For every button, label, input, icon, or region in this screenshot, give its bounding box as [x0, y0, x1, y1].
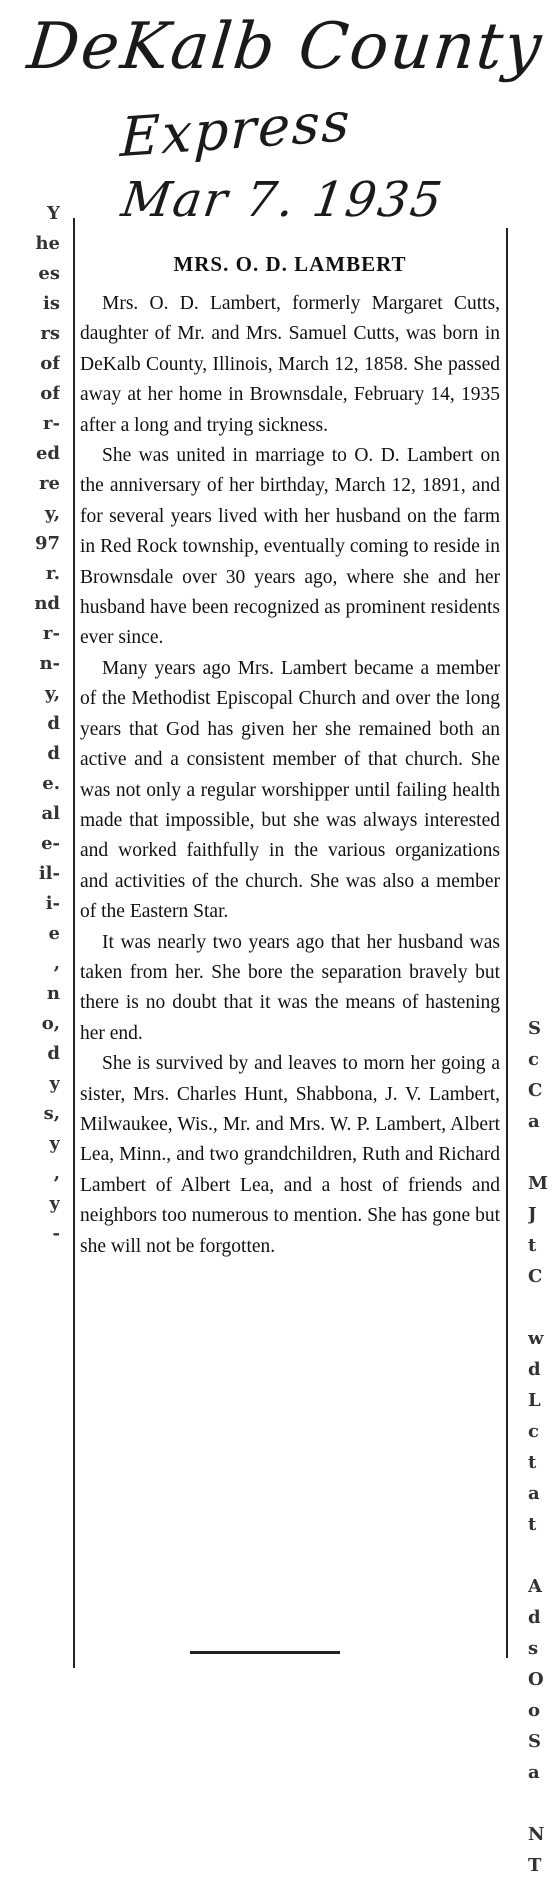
clipped-text-fragment — [528, 1144, 552, 1175]
article-end-rule — [190, 1651, 340, 1654]
clipped-text-fragment: c — [528, 1051, 539, 1070]
column-rule-left — [73, 218, 75, 1668]
clipped-text-fragment: of — [40, 385, 60, 404]
clipped-text-fragment: al — [41, 805, 60, 824]
clipped-text-fragment: nd — [34, 595, 60, 614]
clipped-text-fragment: N — [528, 1826, 545, 1845]
clipped-text-fragment: es — [38, 265, 60, 284]
clipped-text-fragment: y — [49, 1195, 60, 1214]
clipped-text-fragment: C — [528, 1082, 543, 1101]
clipped-text-fragment: re — [39, 475, 60, 494]
clipped-text-fragment: , — [53, 955, 60, 974]
clipped-text-fragment: t — [528, 1516, 537, 1535]
clipped-text-fragment: Y — [47, 205, 60, 224]
clipped-text-fragment: - — [52, 1225, 60, 1244]
clipped-text-fragment: d — [528, 1609, 541, 1628]
clipped-text-fragment: a — [528, 1764, 540, 1783]
clipped-text-fragment: il- — [38, 865, 60, 884]
clipped-text-fragment: ed — [35, 445, 60, 464]
clipped-text-fragment: s — [528, 1640, 539, 1659]
handwritten-source-name: DeKalb County — [24, 10, 547, 84]
clipped-text-fragment: c — [528, 1423, 539, 1442]
clipped-text-fragment: r- — [43, 415, 60, 434]
clipped-text-fragment: y, — [44, 685, 60, 704]
obituary-article — [80, 252, 500, 1262]
clipped-text-fragment — [528, 1795, 552, 1826]
clipped-text-fragment: t — [528, 1454, 537, 1473]
article-paragraph: She is survived by and leaves to morn her going a sister, Mrs. Charles Hunt, Shabbona, J. V. Lambert, Milwaukee, Wis., Mr. and Mrs. W. P. Lambert, Albert Lea, Minn., and two grandchildren, Ruth and Richard Lambert of Albert Lea, and a host of friends and neighbors too numerous to mention. She has gone but she will not be forgotten. — [80, 1053, 500, 1257]
column-rule-right — [506, 228, 508, 1658]
clipped-text-fragment: , — [53, 1165, 60, 1184]
clipped-text-fragment: y — [49, 1075, 60, 1094]
article-paragraph: She was united in marriage to O. D. Lambert on the anniversary of her birthday, March 12, 1891, and for several years lived with her husband on the farm in Red Rock township, eventually coming to reside in Brownsdale over 30 years ago, where she and her husband have been recognized as prominent residents ever since. — [80, 445, 500, 649]
clipped-text-fragment: y, — [44, 505, 60, 524]
article-paragraph: Many years ago Mrs. Lambert became a member of the Methodist Episcopal Church and over the long years that God has given her she remained both an active and a consistent member of that church. She was not only a regular worshipper until failing health made that impossible, but she was always interested and worked faithfully in the various organizations and activities of the church. She was also a member of the Eastern Star. — [80, 657, 500, 923]
clipped-text-fragment — [528, 1547, 552, 1578]
clipped-text-fragment: d — [47, 1045, 60, 1064]
clipped-text-fragment: e- — [41, 835, 60, 854]
clipped-text-fragment: T — [528, 1857, 542, 1876]
article-headline: MRS. O. D. LAMBERT — [173, 252, 407, 276]
adjacent-column-right — [528, 1020, 552, 1888]
clipped-text-fragment: C — [528, 1268, 543, 1287]
clipped-text-fragment: d — [528, 1361, 541, 1380]
clipped-text-fragment: s, — [43, 1105, 60, 1124]
clipped-text-fragment: A — [528, 1578, 542, 1597]
clipped-text-fragment: d — [47, 745, 60, 764]
clipped-text-fragment: S — [528, 1733, 541, 1752]
clipped-text-fragment: rs — [40, 325, 60, 344]
article-paragraph: Mrs. O. D. Lambert, formerly Margaret Cutts, daughter of Mr. and Mrs. Samuel Cutts, was born in DeKalb County, Illinois, March 12, 1858. She passed away at her home in Brownsdale, February 14, 1935 after a long and trying sickness. — [80, 293, 500, 436]
clipped-text-fragment: O — [528, 1671, 544, 1690]
clipped-text-fragment: is — [43, 295, 60, 314]
clipped-text-fragment: of — [40, 355, 60, 374]
clipped-text-fragment: i- — [45, 895, 60, 914]
adjacent-column-left — [0, 205, 60, 1255]
clipped-text-fragment: 97 — [34, 535, 60, 554]
clipped-text-fragment: a — [528, 1113, 540, 1132]
clipped-text-fragment: r. — [45, 565, 60, 584]
clipped-text-fragment — [528, 1299, 552, 1330]
clipped-text-fragment: w — [528, 1330, 544, 1349]
clipped-text-fragment: e. — [42, 775, 60, 794]
clipped-text-fragment: o — [528, 1702, 541, 1721]
clipped-text-fragment: L — [528, 1392, 541, 1411]
clipped-text-fragment: d — [47, 715, 60, 734]
clipped-text-fragment: y — [49, 1135, 60, 1154]
handwritten-date: Mar 7. 1935 — [118, 172, 448, 228]
clipped-text-fragment: t — [528, 1237, 537, 1256]
clipped-text-fragment: he — [35, 235, 60, 254]
clipped-text-fragment: S — [528, 1020, 541, 1039]
handwritten-source-subtitle: Express — [119, 89, 353, 170]
clipped-text-fragment: n- — [39, 655, 60, 674]
clipped-text-fragment: M — [528, 1175, 548, 1194]
article-paragraph: It was nearly two years ago that her husband was taken from her. She bore the separation bravely but there is no doubt that it was the means of hastening her end. — [80, 931, 500, 1044]
clipped-text-fragment: e — [48, 925, 60, 944]
clipped-text-fragment: n — [46, 985, 60, 1004]
clipped-text-fragment: o, — [41, 1015, 60, 1034]
clipped-text-fragment: J — [528, 1206, 537, 1225]
clipped-text-fragment: r- — [43, 625, 60, 644]
clipped-text-fragment: a — [528, 1485, 540, 1504]
